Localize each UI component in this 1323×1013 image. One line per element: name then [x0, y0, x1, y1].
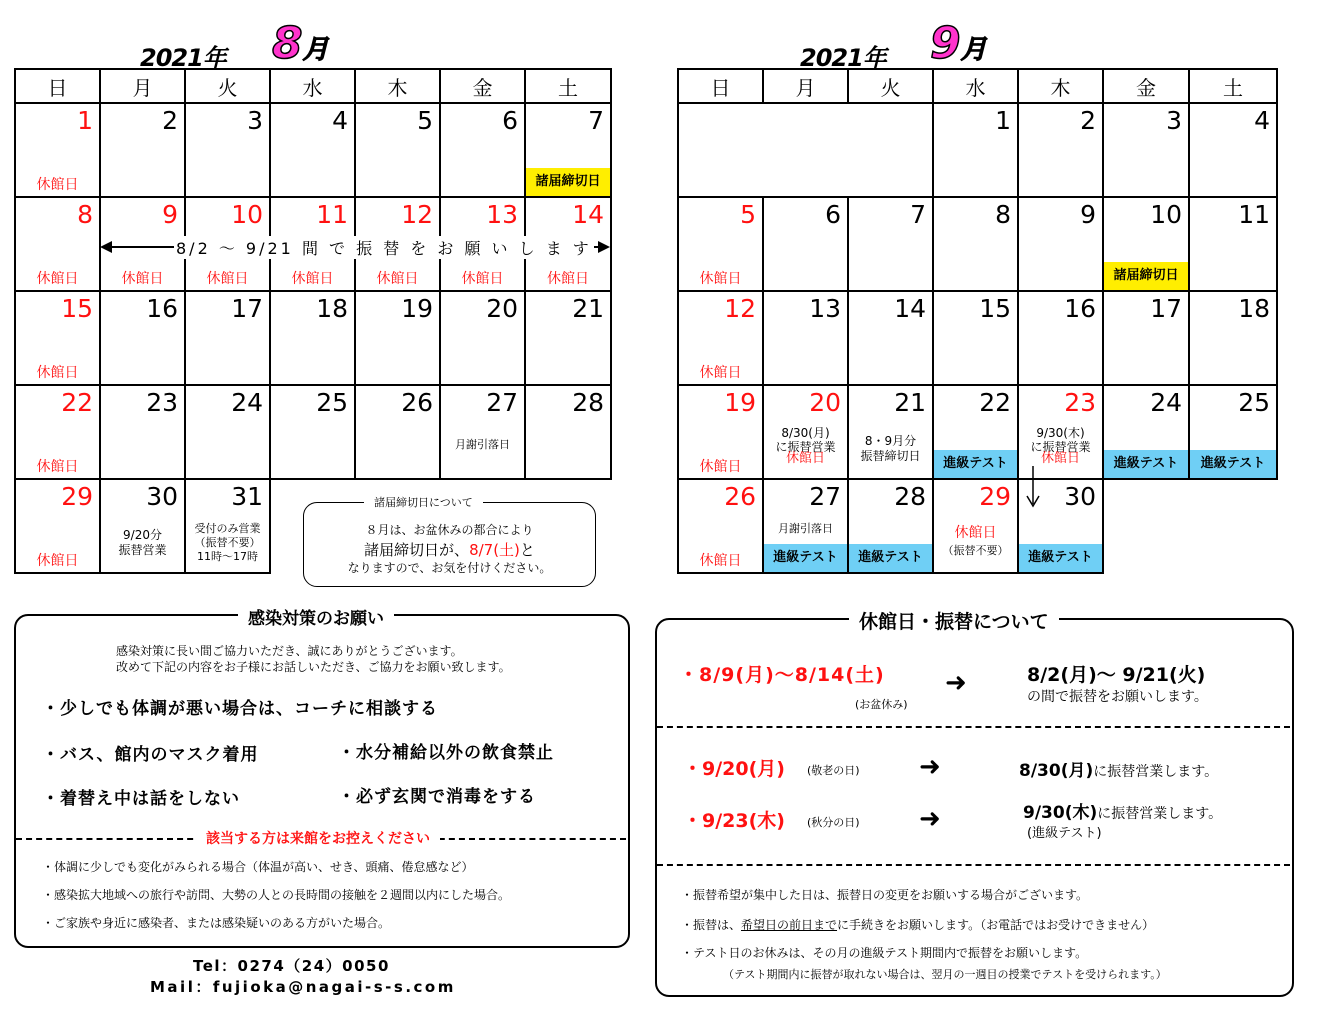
sep-day-7: 7: [848, 197, 933, 291]
sep-day-16: 16: [1018, 291, 1103, 385]
closure-note-4: （テスト期間内に振替が取れない場合は、翌月の一週目の授業でテストを受けられます。）: [723, 968, 1167, 981]
closure-note-2: ・振替は、希望日の前日までに手続きをお願いします。（お電話ではお受けできません）: [681, 918, 1155, 932]
aug-day-29: 29 休館日: [15, 479, 100, 573]
closed-label: 休館日: [36, 553, 79, 569]
infection-case-1: ・体調に少しでも変化がみられる場合（体温が高い、せき、頭痛、倦怠感など）: [42, 860, 474, 874]
sep29-note: （振替不要）: [942, 544, 1009, 557]
sep-day-2: 2: [1018, 103, 1103, 197]
sep-day-4: 4: [1189, 103, 1277, 197]
sep20-note-2: に振替営業: [775, 440, 836, 454]
closed-label: 休館日: [699, 271, 742, 287]
closure-row1-period: 8/2(月)～ 9/21(火): [1027, 664, 1206, 686]
sep-day-19: 19 休館日: [678, 385, 763, 479]
aug-day-8: 8 休館日: [15, 197, 100, 291]
aug-day-24: 24: [185, 385, 270, 479]
closure-row3-date: ・9/23(木): [683, 810, 785, 832]
sep-day-12: 12 休館日: [678, 291, 763, 385]
aug-day-21: 21: [525, 291, 611, 385]
aug31-note-2: （振替不要）: [194, 536, 261, 549]
sep-day-27: 27 月謝引落日 進級テスト: [763, 479, 848, 573]
weekday-tue: 火: [185, 69, 270, 103]
infection-warning: 該当する方は来館をお控えください: [196, 828, 440, 848]
sep-year-label: 2021年: [800, 44, 886, 72]
weekday-fri: 金: [1103, 69, 1189, 103]
test-badge: 進級テスト: [849, 544, 932, 572]
infection-rule-3: ・水分補給以外の飲食禁止: [338, 743, 554, 763]
sep-day-13: 13: [763, 291, 848, 385]
sep-day-26: 26 休館日: [678, 479, 763, 573]
closure-row2-date: ・9/20(月): [683, 758, 785, 780]
divider: [657, 726, 1290, 728]
aug-day-1: 1 休館日: [15, 103, 100, 197]
substitution-period-text: 8/2 ～ 9/21 間 で 振 替 を お 願 い し ま す: [174, 236, 594, 259]
divider: [657, 864, 1290, 866]
closed-label: 休館日: [954, 525, 997, 541]
sep-day-30: 30 進級テスト: [1018, 479, 1103, 573]
sep-day-23: 23 9/30(木) に振替営業 休館日: [1018, 385, 1103, 479]
arrow-right-icon: ➜: [945, 668, 967, 698]
infection-rule-5: ・必ず玄関で消毒をする: [338, 787, 536, 807]
closure-row1-dates: ・8/9(月)～8/14(土): [679, 664, 885, 686]
contact-tel: Tel：0274（24）0050: [193, 957, 390, 975]
closed-label: 休館日: [785, 451, 825, 466]
weekday-thu: 木: [355, 69, 440, 103]
weekday-sun: 日: [678, 69, 763, 103]
sep21-note-2: 振替締切日: [860, 449, 921, 463]
aug-day-31: 31 受付のみ営業 （振替不要） 11時～17時: [185, 479, 270, 573]
infection-case-3: ・ご家族や身近に感染者、または感染疑いのある方がいた場合。: [42, 916, 391, 930]
sep-day-22: 22 進級テスト: [933, 385, 1018, 479]
sep-day-15: 15: [933, 291, 1018, 385]
weekday-thu: 木: [1018, 69, 1103, 103]
sep-day-10: 10 諸届締切日: [1103, 197, 1189, 291]
infection-intro-1: 感染対策に長い間ご協力いただき、誠にありがとうございます。: [116, 644, 463, 658]
deadline-box-title: 諸届締切日について: [364, 494, 483, 510]
september-calendar: [677, 68, 1278, 574]
aug-day-5: 5: [355, 103, 440, 197]
sep23-note-1: 9/30(木): [1036, 426, 1085, 440]
fee-day-note: 月謝引落日: [778, 522, 833, 535]
aug30-note-1: 9/20分: [123, 528, 162, 542]
aug-day-18: 18: [270, 291, 355, 385]
aug-day-2: 2: [100, 103, 185, 197]
closure-row2-target: 8/30(月)に振替営業します。: [1019, 761, 1219, 781]
aug-day-30: 30 9/20分 振替営業: [100, 479, 185, 573]
sep21-note-1: 8・9月分: [864, 434, 917, 448]
closed-label: 休館日: [36, 271, 79, 287]
sep-day-17: 17: [1103, 291, 1189, 385]
aug-day-9: 9 休館日: [100, 197, 185, 291]
aug31-note-1: 受付のみ営業: [194, 522, 261, 535]
substitution-period-arrow: [100, 236, 610, 258]
fee-day-note: 月謝引落日: [455, 438, 510, 451]
aug-day-16: 16: [100, 291, 185, 385]
deadline-line2: 諸届締切日が、8/7(土)と: [364, 541, 535, 559]
weekday-mon: 月: [100, 69, 185, 103]
aug-day-28: 28: [525, 385, 611, 479]
closed-label: 休館日: [36, 365, 79, 381]
weekday-sat: 土: [525, 69, 611, 103]
closed-label: 休館日: [121, 271, 164, 287]
closed-label: 休館日: [699, 459, 742, 475]
contact-mail[interactable]: Mail：fujioka@nagai-s-s.com: [150, 978, 456, 996]
deadline-info-box: [303, 496, 596, 587]
weekday-mon: 月: [763, 69, 848, 103]
sep-day-25: 25 進級テスト: [1189, 385, 1277, 479]
aug-day-17: 17: [185, 291, 270, 385]
aug-day-15: 15 休館日: [15, 291, 100, 385]
infection-intro-2: 改めて下記の内容をお子様にお話しいただき、ご協力をお願い致します。: [116, 660, 511, 674]
sep-day-20: 20 8/30(月) に振替営業 休館日: [763, 385, 848, 479]
closure-note-3: ・テスト日のお休みは、その月の進級テスト期間内で振替をお願いします。: [681, 946, 1088, 960]
closed-label: 休館日: [1040, 451, 1080, 466]
sep-day-21: 21 8・9月分 振替締切日: [848, 385, 933, 479]
aug-day-3: 3: [185, 103, 270, 197]
aug-day-4: 4: [270, 103, 355, 197]
aug30-note-2: 振替営業: [118, 543, 167, 557]
aug-day-11: 11 休館日: [270, 197, 355, 291]
aug-day-27: 27 月謝引落日: [440, 385, 525, 479]
closed-label: 休館日: [699, 553, 742, 569]
aug-day-25: 25: [270, 385, 355, 479]
sep-day-24: 24 進級テスト: [1103, 385, 1189, 479]
aug-day-6: 6: [440, 103, 525, 197]
sep-blank-cells: [678, 103, 933, 197]
infection-case-2: ・感染拡大地域への旅行や訪問、大勢の人との長時間の接触を２週間以内にした場合。: [42, 888, 511, 902]
down-arrow-icon: [1026, 466, 1040, 508]
aug31-note-3: 11時～17時: [197, 550, 258, 563]
sep23-note-2: に振替営業: [1030, 440, 1091, 454]
aug-day-22: 22 休館日: [15, 385, 100, 479]
aug-day-26: 26: [355, 385, 440, 479]
deadline-line1: ８月は、お盆休みの都合により: [365, 523, 534, 537]
deadline-line3: なりますので、お気を付けください。: [347, 561, 552, 575]
weekday-tue: 火: [848, 69, 933, 103]
closed-label: 休館日: [291, 271, 334, 287]
sep-day-29: 29 休館日 （振替不要）: [933, 479, 1018, 573]
infection-measures-box: [14, 609, 630, 948]
infection-rule-2: ・バス、館内のマスク着用: [42, 745, 259, 765]
sep-day-14: 14: [848, 291, 933, 385]
closed-label: 休館日: [699, 365, 742, 381]
test-badge: 進級テスト: [764, 544, 847, 572]
sep-day-28: 28 進級テスト: [848, 479, 933, 573]
closure-row2-sub: (敬老の日): [807, 764, 860, 777]
aug-day-10: 10 休館日: [185, 197, 270, 291]
test-badge: 進級テスト: [934, 450, 1017, 478]
sep-day-11: 11: [1189, 197, 1277, 291]
aug-day-12: 12 休館日: [355, 197, 440, 291]
test-badge: 進級テスト: [1104, 450, 1188, 478]
closed-label: 休館日: [547, 271, 589, 287]
closure-row3-note: (進級テスト): [1027, 826, 1102, 841]
closed-label: 休館日: [461, 271, 504, 287]
aug-day-7: 7 諸届締切日: [525, 103, 611, 197]
aug-day-20: 20: [440, 291, 525, 385]
aug-month-title: 8月: [272, 18, 329, 69]
closure-note-1: ・振替希望が集中した日は、振替日の変更をお願いする場合がございます。: [681, 888, 1089, 902]
test-badge: 進級テスト: [1190, 450, 1276, 478]
aug-day-19: 19: [355, 291, 440, 385]
closure-box-title: 休館日・振替について: [849, 607, 1059, 634]
infection-rule-4: ・着替え中は話をしない: [42, 789, 240, 809]
aug-day-13: 13 休館日: [440, 197, 525, 291]
closure-row1-sub: (お盆休み): [855, 698, 908, 711]
closed-label: 休館日: [36, 459, 79, 475]
sep-day-1: 1: [933, 103, 1018, 197]
sep20-note-1: 8/30(月): [781, 426, 830, 440]
closure-row1-note: の間で振替をお願いします。: [1027, 689, 1208, 705]
arrow-right-icon: ➜: [919, 804, 941, 834]
closed-label: 休館日: [376, 271, 419, 287]
deadline-badge: 諸届締切日: [526, 168, 610, 196]
arrow-right-icon: ➜: [919, 752, 941, 782]
august-calendar: [14, 68, 612, 574]
weekday-wed: 水: [933, 69, 1018, 103]
sep-day-6: 6: [763, 197, 848, 291]
closed-label: 休館日: [36, 177, 79, 193]
weekday-sun: 日: [15, 69, 100, 103]
closure-row3-sub: (秋分の日): [807, 816, 860, 829]
weekday-fri: 金: [440, 69, 525, 103]
infection-rule-1: ・少しでも体調が悪い場合は、コーチに相談する: [42, 699, 438, 719]
sep-day-3: 3: [1103, 103, 1189, 197]
infection-box-title: 感染対策のお願い: [238, 604, 394, 629]
closed-label: 休館日: [206, 271, 249, 287]
sep-day-8: 8: [933, 197, 1018, 291]
deadline-badge: 諸届締切日: [1104, 262, 1188, 290]
aug-day-23: 23: [100, 385, 185, 479]
test-badge: 進級テスト: [1019, 544, 1102, 572]
aug-year-label: 2021年: [140, 44, 226, 72]
sep-month-title: 9月: [930, 18, 987, 69]
weekday-wed: 水: [270, 69, 355, 103]
sep-day-9: 9: [1018, 197, 1103, 291]
weekday-sat: 土: [1189, 69, 1277, 103]
closure-info-box: [655, 611, 1294, 997]
aug-day-14: 14 休館日: [525, 197, 611, 291]
sep-day-5: 5 休館日: [678, 197, 763, 291]
sep-day-18: 18: [1189, 291, 1277, 385]
closure-row3-target: 9/30(木)に振替営業します。: [1023, 803, 1223, 823]
